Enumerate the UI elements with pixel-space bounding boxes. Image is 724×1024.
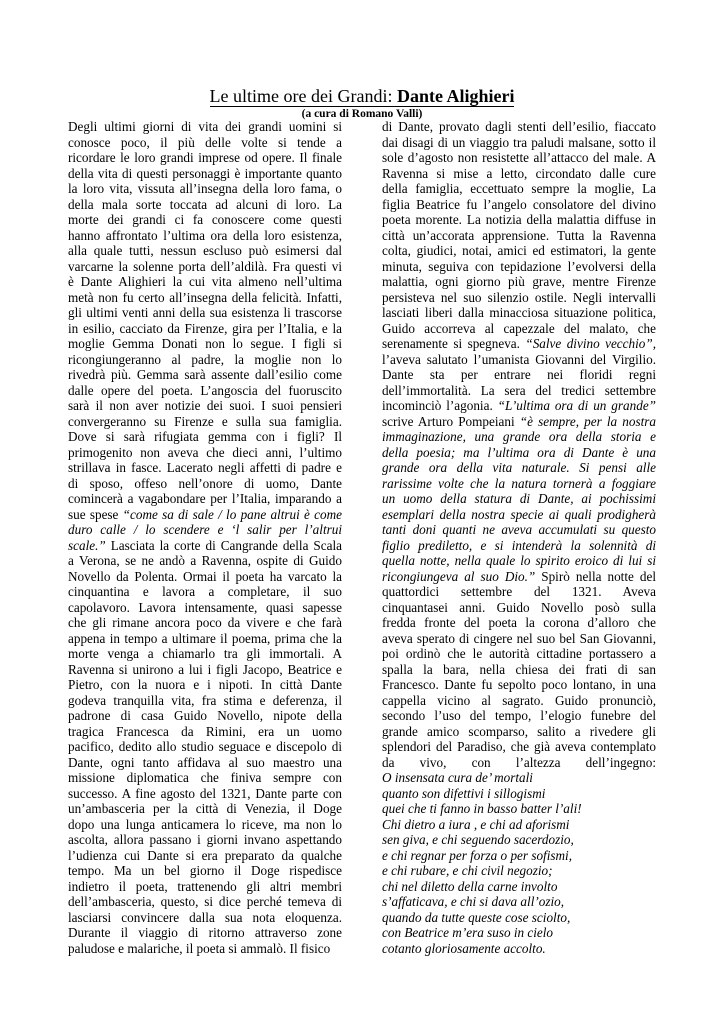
- text-line: lasciarsi convincere dalla sua nota eloquenza.: [68, 909, 342, 925]
- text-line: grande amico scomparso, salito a rivedere gli: [382, 723, 656, 739]
- text-line: rivedrà più. Gemma sarà assente dall’esilio come: [68, 367, 342, 382]
- text-line: indietro il poeta, trattenendo gli altri membri: [68, 878, 342, 894]
- italic-segment: rarissime volte che la natura tornerà a foggiare: [382, 475, 656, 491]
- text-line: Ravenna si mise a letto, circondato dalle cure: [382, 165, 656, 181]
- byline: (a cura di Romano Valli): [301, 108, 423, 120]
- text-line: [382, 398, 656, 414]
- text-line: lasciati liberi dalla minacciosa situazione politica,: [382, 305, 656, 320]
- text-line: [382, 786, 656, 802]
- text-line: [382, 414, 656, 430]
- text-segment: Lasciata la corte di Cangrande della Scala: [105, 537, 342, 553]
- italic-segment: O insensata cura de’ mortali: [382, 770, 533, 785]
- text-line: strillava in fasce. Lacerato negli affetti di padre e: [68, 460, 342, 475]
- text-line: malattia, ogni giorno più grave, mentre Firenze: [382, 274, 656, 289]
- text-line: a Verona, se ne andò a Ravenna, ospite di Guido: [68, 553, 342, 568]
- text-line: dell’immortalità. La sera del tredici settembre: [382, 382, 656, 398]
- text-line: spalla la bara, nella chiesa dei frati di san: [382, 661, 656, 677]
- text-line: missione diplomatica che finiva sempre con: [68, 770, 342, 785]
- page-title: [0, 86, 724, 107]
- text-line: morte venga a chiamarlo tra gli immortali. A: [68, 646, 342, 661]
- text-line: [382, 507, 656, 523]
- text-line: da vivo, con l’altezza dell’ingegno:: [382, 754, 656, 770]
- italic-segment: immaginazione, una grande ora della storia e: [382, 429, 656, 444]
- text-line: paludose e malariche, il poeta si ammalò. Il fisico: [68, 940, 331, 956]
- text-line: successo. A fine agosto del 1321, Dante parte con: [68, 785, 342, 801]
- text-line: di sposo, offeso nell’onore di uomo, Dante: [68, 475, 342, 491]
- text-line: Degli ultimi giorni di vita dei grandi uomini si: [68, 119, 342, 134]
- text-line: hanno affrontato l’ultima ora della loro esistenza,: [68, 227, 342, 243]
- italic-segment: Chi dietro a iura , e chi ad aforismi: [382, 816, 570, 832]
- italic-segment: tanti doni quanti ne aveva accumulati su questo: [382, 522, 656, 537]
- text-line: [382, 770, 656, 786]
- text-line: [382, 336, 656, 352]
- text-line: è Dante Alighieri la cui vita almeno nell’ultima: [68, 274, 342, 289]
- text-line: [382, 817, 656, 833]
- text-line: [382, 445, 656, 461]
- italic-segment: “Salve divino vecchio”,: [525, 336, 656, 351]
- text-line: ascolta, allora passano i giorni invano aspettando: [68, 832, 342, 847]
- text-line: [382, 863, 656, 879]
- text-line: comincerà a vagabondare per l’Italia, imparando a: [68, 491, 342, 506]
- text-line: [68, 522, 342, 538]
- text-line: [382, 460, 656, 476]
- title-underline: [210, 86, 515, 107]
- text-line: poeta morente. La notizia della malattia diffuse in: [382, 212, 656, 227]
- italic-segment: s’affaticava, e chi si dava all’ozio,: [382, 894, 565, 909]
- text-line: [382, 476, 656, 492]
- text-line: città un’accorata apprensione. Tutta la Ravenna: [382, 227, 656, 243]
- italic-segment: e chi regnar per forza o per sofismi,: [382, 847, 572, 863]
- text-line: tempo. Ma un bel giorno il Doge rispedisce: [68, 863, 342, 878]
- italic-segment: chi nel diletto della carne involto: [382, 878, 558, 894]
- text-line: di Dante, provato dagli stenti dell’esilio, fiaccato: [382, 119, 656, 134]
- italic-segment: quando da tutte queste cose sciolto,: [382, 909, 571, 925]
- text-segment: Spirò nella notte del: [535, 568, 656, 584]
- text-line: [68, 507, 342, 523]
- text-line: splendori del Paradiso, che già aveva contemplato: [382, 739, 656, 754]
- text-line: [382, 879, 656, 895]
- text-line: conosce poco, il più delle volte si tende a: [68, 134, 342, 150]
- text-line: ricordare le loro grandi imprese od opere. Il finale: [68, 150, 342, 165]
- right-column: [382, 119, 656, 956]
- text-line: cappella vicino al sagrato. Guido pronunciò,: [382, 692, 656, 708]
- text-line: [382, 832, 656, 848]
- text-line: dalle opere del poeta. L’angoscia del fuoruscito: [68, 382, 342, 398]
- text-line: [382, 910, 656, 926]
- text-line: minuta, seguiva con tepidazione l’evolversi della: [382, 258, 656, 274]
- italic-segment: e chi rubare, e chi civil negozio;: [382, 863, 553, 878]
- text-line: che gli rimane ancora poco da vivere e che farà: [68, 615, 342, 630]
- italic-segment: quanto son difettivi i sillogismi: [382, 785, 546, 801]
- text-line: moglie Gemma Donati non lo segue. I figli si: [68, 336, 342, 351]
- text-line: Dante sta per entrare nei floridi regni: [382, 367, 656, 382]
- text-line: in esilio, cacciato da Firenze, gira per l’Italia, e la: [68, 320, 342, 336]
- text-line: figlia Beatrice fu l’angelo consolatore del divino: [382, 196, 656, 212]
- title-prefix: Le ultime ore dei Grandi:: [209, 86, 397, 106]
- text-line: capolavoro. Lavora intensamente, quasi sapesse: [68, 599, 342, 615]
- text-line: della vita di questi personaggi è importante quanto: [68, 165, 342, 181]
- text-line: [382, 491, 656, 507]
- italic-segment: grande ora della vita naturale. Si pensi alle: [382, 460, 656, 475]
- italic-segment: ricongiungeva al suo Dio.”: [382, 568, 536, 584]
- text-line: morte dei grandi ci fa conoscere come questi: [68, 212, 342, 227]
- italic-segment: figlio prediletto, e si intenderà la solennità di: [382, 537, 656, 553]
- text-line: secondo l’uso del tempo, l’elogio funebre del: [382, 708, 656, 723]
- text-line: metà non fu certo all’insegna della felicità. Infatti,: [68, 289, 342, 305]
- text-line: sarà il non aver notizie dei suoi. I suoi pensieri: [68, 398, 342, 413]
- italic-segment: “come sa di sale / lo pane altrui è come: [122, 506, 342, 522]
- text-line: [68, 538, 342, 554]
- text-line: [382, 941, 656, 957]
- text-line: l’aveva salutato l’umanista Giovanni del Virgilio.: [382, 351, 656, 367]
- italic-segment: un uomo della statura di Dante, ai pochissimi: [382, 491, 656, 506]
- text-line: Durante il viaggio di ritorno attraverso zone: [68, 925, 342, 940]
- italic-segment: quei che ti fanno in basso batter l’ali!: [382, 801, 582, 816]
- text-line: della mala sorte toccata ad alcuni di loro. La: [68, 196, 342, 212]
- italic-segment: duro calle / lo scendere e ‘l salir per l’altrui: [68, 522, 342, 537]
- text-line: poi ordinò che le autorità cittadine portassero a: [382, 646, 656, 661]
- text-line: Francesco. Dante fu sepolto poco lontano, in una: [382, 677, 656, 692]
- text-line: primogenito non aveva che dieci anni, l’ultimo: [68, 444, 342, 460]
- italic-segment: scale.”: [68, 537, 106, 553]
- text-line: sole d’agosto non resistette all’attacco del male. A: [382, 150, 656, 165]
- left-column: [68, 119, 342, 956]
- text-line: ricongiungeranno al padre, la moglie non lo: [68, 351, 342, 367]
- text-line: varcarne la solenne porta dell’aldilà. Fra questi vi: [68, 258, 342, 274]
- text-line: dopo una lunga anticamera lo riceve, ma non lo: [68, 816, 342, 832]
- text-line: Dove si sarà rifugiata gemma con i figli? Il: [68, 429, 342, 444]
- text-line: godeva tranquilla vita, fra stima e deferenza, il: [68, 692, 342, 708]
- text-segment: serenamente si spegneva.: [382, 336, 526, 351]
- text-line: quattordici settembre del 1321. Aveva: [382, 584, 656, 599]
- italic-segment: della poesia; ma l’ultima ora di Dante è una: [382, 444, 656, 460]
- text-line: fredda fronte del poeta la corona d’alloro che: [382, 615, 656, 630]
- text-line: [382, 801, 656, 817]
- text-line: Ravenna si unirono a lui i figli Jacopo, Beatrice e: [68, 661, 342, 677]
- italic-segment: sen giva, e chi seguendo sacerdozio,: [382, 832, 574, 847]
- text-line: Guido accorreva al capezzale del malato, che: [382, 320, 656, 336]
- text-line: [382, 429, 656, 445]
- text-segment: scrive Arturo Pompeiani: [382, 413, 520, 429]
- text-line: padrone di casa Guido Novello, nipote della: [68, 708, 342, 723]
- text-line: convergeranno su Firenze e sulla sua famiglia.: [68, 413, 342, 429]
- italic-segment: con Beatrice m’era suso in cielo: [382, 925, 554, 940]
- text-line: cinquantasei anni. Guido Novello posò sulla: [382, 599, 656, 615]
- text-line: [382, 569, 656, 585]
- italic-segment: quella notte, nella quale lo spirito eroico di lui si: [382, 553, 656, 568]
- text-line: dai disagi di un viaggio tra paludi malsane, sotto il: [382, 134, 656, 150]
- text-line: un’ambasceria per la città di Venezia, il Doge: [68, 801, 342, 816]
- text-line: dell’ambasceria, questo, si dice perché temeva di: [68, 894, 342, 909]
- italic-segment: “è sempre, per la nostra: [519, 413, 656, 429]
- text-line: [382, 848, 656, 864]
- text-line: [382, 925, 656, 941]
- text-line: l’udienza cui Dante si era preparato da qualche: [68, 847, 342, 863]
- text-line: aveva sperato di cingere nel suo bel San Giovanni,: [382, 630, 656, 646]
- italic-segment: cotanto gloriosamente accolto.: [382, 940, 546, 956]
- text-line: alla quale tutti, nessun escluso può esimersi dal: [68, 243, 342, 258]
- title-name: Dante Alighieri: [396, 86, 515, 106]
- text-segment: sue spese: [68, 506, 123, 522]
- text-segment: incominciò l’agonia.: [382, 398, 498, 413]
- italic-segment: “L’ultima ora di un grande”: [497, 398, 657, 413]
- text-line: gli ultimi venti anni della sua esistenza li trascorse: [68, 305, 342, 320]
- text-line: pacifico, dedito allo studio seguace e discepolo di: [68, 739, 342, 754]
- text-line: la loro vita, vissuta all’insegna della loro fama, o: [68, 181, 342, 196]
- text-line: persisteva nel suo silenzio ostile. Negli intervalli: [382, 289, 656, 305]
- text-line: [382, 538, 656, 554]
- text-line: colta, giudici, notai, amici ed estimatori, la gente: [382, 243, 656, 258]
- text-line: [382, 553, 656, 569]
- text-line: [382, 894, 656, 910]
- text-line: [382, 522, 656, 538]
- text-line: Pietro, con la nuora e i nipoti. In città Dante: [68, 677, 342, 692]
- text-line: Dante, ogni tanto affidava al suo maestro una: [68, 754, 342, 770]
- text-line: della famiglia, eccettuato sempre la moglie, La: [382, 181, 656, 196]
- text-line: tragica Francesca da Rimini, era un uomo: [68, 723, 342, 739]
- text-line: cinquantina e lavora a completare, il suo: [68, 584, 342, 599]
- italic-segment: esemplari della nostra specie ai quali prodigherà: [382, 506, 656, 522]
- text-line: Novello da Polenta. Ormai il poeta ha varcato la: [68, 568, 342, 584]
- text-line: appena in tempo a ultimare il poema, prima che la: [68, 630, 342, 646]
